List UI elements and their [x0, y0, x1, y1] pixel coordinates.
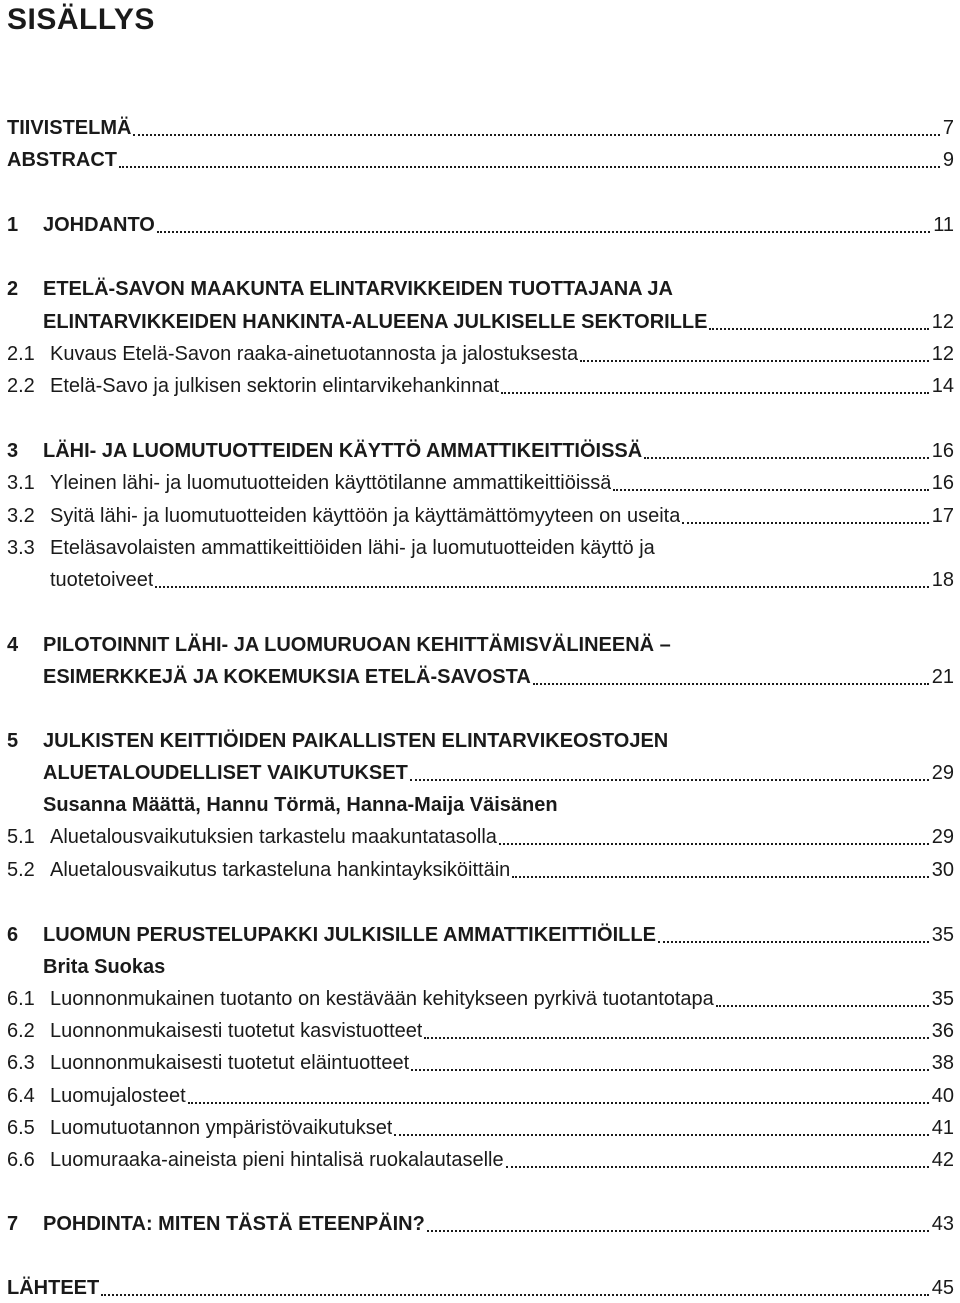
toc-entry-chapter-7[interactable] [7, 1209, 954, 1239]
toc-entry-label-continued: ELINTARVIKKEIDEN HANKINTA-ALUEENA JULKISELLE SEKTORILLE [43, 311, 708, 333]
toc-entry-label: Aluetalousvaikutuksien tarkastelu maakuntatasolla [50, 826, 497, 848]
toc-page-number: 38 [931, 1052, 954, 1074]
dot-leader [644, 455, 929, 459]
toc-entry-chapter-2-line2[interactable] [7, 307, 954, 337]
toc-entry-label: Luonnonmukaisesti tuotetut kasvistuotteet [50, 1020, 423, 1042]
toc-entry-label-continued: tuotetoiveet [50, 569, 154, 591]
toc-page-number: 12 [931, 311, 954, 333]
toc-page-number: 16 [931, 472, 954, 494]
dot-leader [410, 777, 929, 781]
toc-entry-section-5-2[interactable] [7, 855, 954, 885]
toc-entry-label: Etelä-Savo ja julkisen sektorin elintarvikehankinnat [50, 375, 500, 397]
toc-entry-label: ABSTRACT [7, 149, 117, 171]
toc-entry-number: 5 [7, 730, 19, 752]
toc-page-number: 12 [931, 343, 954, 365]
toc-entry-number: 3.1 [7, 472, 35, 494]
toc-entry-chapter-5-line1[interactable] [7, 726, 954, 756]
dot-leader [427, 1228, 929, 1232]
toc-entry-label: ETELÄ-SAVON MAAKUNTA ELINTARVIKKEIDEN TUOTTAJANA JA [43, 278, 673, 300]
dot-leader [424, 1035, 928, 1039]
dot-leader [133, 132, 939, 136]
toc-entry-abstract[interactable] [7, 145, 954, 175]
toc-entry-section-3-3-line1[interactable] [7, 533, 954, 563]
toc-entry-label: Luomujalosteet [50, 1085, 186, 1107]
toc-entry-label: PILOTOINNIT LÄHI- JA LUOMURUOAN KEHITTÄMISVÄLINEENÄ – [43, 634, 671, 656]
dot-leader [506, 1164, 929, 1168]
toc-entry-section-6-6[interactable] [7, 1145, 954, 1175]
toc-entry-section-6-3[interactable] [7, 1048, 954, 1078]
toc-entry-label: Luomutuotannon ympäristövaikutukset [50, 1117, 393, 1139]
toc-entry-chapter-5-line2[interactable] [7, 758, 954, 788]
chapter-5-authors: Susanna Määttä, Hannu Törmä, Hanna-Maija Väisänen [43, 794, 558, 816]
toc-entry-label-continued: ALUETALOUDELLISET VAIKUTUKSET [43, 762, 408, 784]
toc-entry-label: Luonnonmukaisesti tuotetut eläintuotteet [50, 1052, 410, 1074]
dot-leader [501, 390, 929, 394]
toc-page-number: 29 [931, 826, 954, 848]
toc-page-number: 41 [931, 1117, 954, 1139]
toc-page-number: 14 [931, 375, 954, 397]
toc-entry-label: LÄHI- JA LUOMUTUOTTEIDEN KÄYTTÖ AMMATTIKEITTIÖISSÄ [43, 440, 643, 462]
toc-page-number: 16 [931, 440, 954, 462]
toc-page-number: 11 [933, 214, 954, 236]
toc-entry-section-3-3-line2[interactable] [7, 565, 954, 595]
toc-entry-number: 6.2 [7, 1020, 35, 1042]
dot-leader [716, 1003, 929, 1007]
toc-page-number: 7 [942, 117, 954, 139]
toc-page-number: 30 [931, 859, 954, 881]
toc-entry-chapter-3[interactable] [7, 436, 954, 466]
toc-entry-label: LÄHTEET [7, 1277, 100, 1299]
toc-entry-section-2-2[interactable] [7, 371, 954, 401]
toc-page-number: 17 [931, 505, 954, 527]
dot-leader [658, 939, 929, 943]
toc-entry-section-2-1[interactable] [7, 339, 954, 369]
toc-entry-chapter-2-line1[interactable] [7, 274, 954, 304]
toc-entry-section-5-1[interactable] [7, 822, 954, 852]
toc-entry-label: Luonnonmukainen tuotanto on kestävään kehitykseen pyrkivä tuotantotapa [50, 988, 714, 1010]
toc-entry-number: 2.2 [7, 375, 35, 397]
chapter-6-author: Brita Suokas [43, 956, 166, 978]
toc-entry-chapter-4-line2[interactable] [7, 662, 954, 692]
dot-leader [101, 1292, 929, 1296]
toc-entry-number: 3 [7, 440, 19, 462]
toc-entry-section-6-2[interactable] [7, 1016, 954, 1046]
dot-leader [512, 874, 928, 878]
toc-entry-label: Kuvaus Etelä-Savon raaka-ainetuotannosta ja jalostuksesta [50, 343, 579, 365]
toc-entry-section-6-1[interactable] [7, 984, 954, 1014]
toc-entry-label: JOHDANTO [43, 214, 155, 236]
toc-entry-label: Yleinen lähi- ja luomutuotteiden käyttötilanne ammattikeittiöissä [50, 472, 612, 494]
toc-page-number: 18 [931, 569, 954, 591]
toc-entry-tiivistelma[interactable] [7, 113, 954, 143]
toc-page-number: 35 [931, 924, 954, 946]
dot-leader [533, 681, 929, 685]
toc-entry-chapter-4-line1[interactable] [7, 630, 954, 660]
dot-leader [411, 1067, 929, 1071]
dot-leader [499, 841, 929, 845]
toc-page-number: 45 [931, 1277, 954, 1299]
toc-entry-section-6-5[interactable] [7, 1113, 954, 1143]
toc-entry-label: Eteläsavolaisten ammattikeittiöiden lähi- ja luomutuotteiden käyttö ja [50, 537, 655, 559]
dot-leader [155, 584, 928, 588]
dot-leader [580, 358, 929, 362]
toc-entry-label: Aluetalousvaikutus tarkasteluna hankintayksiköittäin [50, 859, 511, 881]
toc-entry-number: 6.5 [7, 1117, 35, 1139]
toc-page-number: 9 [942, 149, 954, 171]
toc-entry-number: 3.2 [7, 505, 35, 527]
toc-entry-section-6-4[interactable] [7, 1081, 954, 1111]
toc-entry-number: 6.3 [7, 1052, 35, 1074]
toc-entry-number: 3.3 [7, 537, 35, 559]
toc-entry-chapter-6[interactable] [7, 920, 954, 950]
toc-entry-section-3-1[interactable] [7, 468, 954, 498]
toc-entry-section-3-2[interactable] [7, 501, 954, 531]
toc-page-number: 21 [931, 666, 954, 688]
toc-page-number: 40 [931, 1085, 954, 1107]
toc-page-number: 29 [931, 762, 954, 784]
toc-entry-number: 7 [7, 1213, 19, 1235]
dot-leader [613, 487, 928, 491]
toc-entry-number: 6.6 [7, 1149, 35, 1171]
dot-leader [682, 520, 928, 524]
toc-page-number: 43 [931, 1213, 954, 1235]
toc-page-number: 35 [931, 988, 954, 1010]
toc-entry-label: TIIVISTELMÄ [7, 117, 132, 139]
toc-entry-number: 2 [7, 278, 19, 300]
dot-leader [157, 229, 930, 233]
toc-entry-number: 6 [7, 924, 19, 946]
toc-entry-label: Luomuraaka-aineista pieni hintalisä ruokalautaselle [50, 1149, 504, 1171]
dot-leader [188, 1100, 929, 1104]
page-title: SISÄLLYS [7, 3, 155, 36]
toc-entry-label: JULKISTEN KEITTIÖIDEN PAIKALLISTEN ELINTARVIKEOSTOJEN [43, 730, 669, 752]
toc-entry-lahteet[interactable] [7, 1273, 954, 1303]
toc-entry-number: 5.1 [7, 826, 35, 848]
toc-page-number: 42 [931, 1149, 954, 1171]
toc-entry-label: Syitä lähi- ja luomutuotteiden käyttöön ja käyttämättömyyteen on useita [50, 505, 681, 527]
toc-entry-number: 4 [7, 634, 19, 656]
toc-entry-number: 2.1 [7, 343, 35, 365]
dot-leader [709, 326, 928, 330]
dot-leader [119, 164, 940, 168]
dot-leader [394, 1132, 928, 1136]
toc-entry-label: POHDINTA: MITEN TÄSTÄ ETEENPÄIN? [43, 1213, 425, 1235]
toc-entry-label: LUOMUN PERUSTELUPAKKI JULKISILLE AMMATTIKEITTIÖILLE [43, 924, 656, 946]
toc-entry-number: 6.4 [7, 1085, 35, 1107]
toc-entry-chapter-1[interactable] [7, 210, 954, 240]
toc-entry-number: 6.1 [7, 988, 35, 1010]
toc-entry-label-continued: ESIMERKKEJÄ JA KOKEMUKSIA ETELÄ-SAVOSTA [43, 666, 531, 688]
toc-entry-number: 1 [7, 214, 19, 236]
toc-entry-number: 5.2 [7, 859, 35, 881]
toc-page-number: 36 [931, 1020, 954, 1042]
